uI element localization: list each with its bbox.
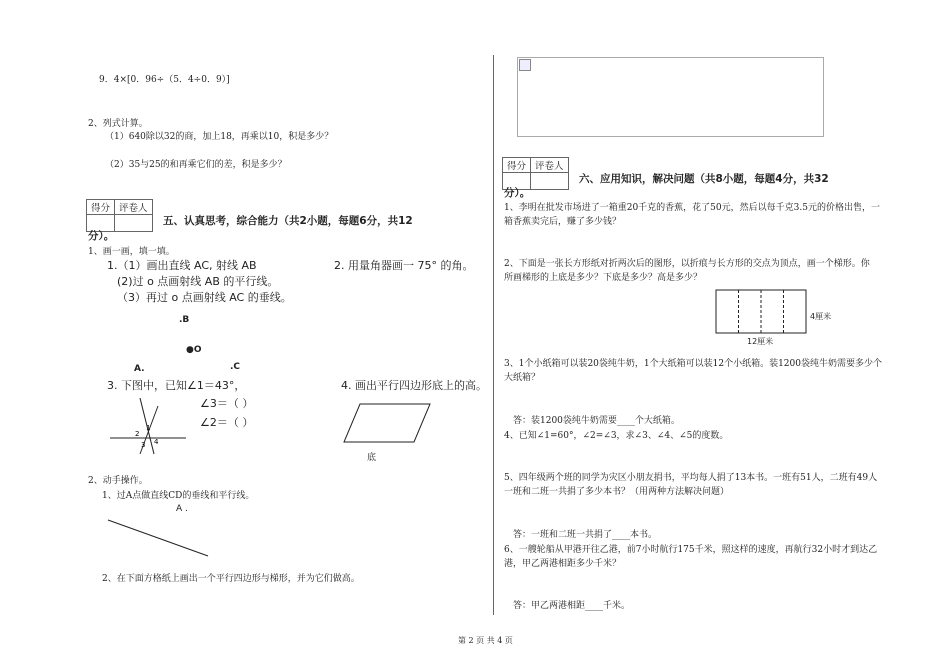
fig-height-label: 4厘米 (810, 312, 832, 321)
point-b: .B (179, 315, 190, 325)
p1-a: 1.（1）画出直线 AC, 射线 AB (107, 259, 257, 272)
s5-q2-1: 1、过A点做直线CD的垂线和平行线。 (102, 491, 255, 501)
s5-q2-2: 2、在下面方格纸上画出一个平行四边形与梯形，并为它们做高。 (102, 574, 360, 584)
score-label: 得分 (503, 158, 531, 173)
r-q6b: 港，甲乙两港相距多少千米？ (504, 559, 622, 569)
fig-num-4: 4 (154, 438, 159, 446)
point-c: .C (230, 362, 241, 372)
image-placeholder (517, 57, 824, 137)
fig-width-label: 12厘米 (747, 337, 774, 346)
p4: 4. 画出平行四边形底上的高。 (341, 379, 487, 392)
r-q3-answer: 答：装1200袋纯牛奶需要____个大纸箱。 (513, 416, 680, 426)
score-label: 得分 (87, 200, 115, 215)
r-q5b: 一班和二班一共捐了多少本书？（用两种方法解决问题） (504, 487, 730, 497)
r-q6-answer: 答：甲乙两港相距____千米。 (513, 601, 631, 611)
fig-num-3: 3 (141, 441, 146, 449)
point-a: A. (134, 364, 145, 374)
p1-c: （3）再过 o 点画射线 AC 的垂线。 (117, 291, 292, 304)
s5-q2: 2、动手操作。 (88, 476, 148, 486)
base-label: 底 (367, 453, 377, 463)
point-o: ●O (186, 345, 202, 355)
point-a2: A . (176, 504, 188, 514)
section-6-title-end: 分）。 (504, 187, 531, 199)
r-q3a: 3、1个小纸箱可以装20袋纯牛奶，1个大纸箱可以装12个小纸箱。装1200袋纯牛奶需要多少个 (504, 359, 882, 369)
grader-label: 评卷人 (531, 158, 569, 173)
score-table-right (502, 157, 569, 190)
grader-cell[interactable] (115, 215, 153, 232)
score-table-left (86, 199, 153, 232)
angle-3: ∠3＝（ ） (200, 397, 254, 410)
grader-label: 评卷人 (115, 200, 153, 215)
r-q6a: 6、一艘轮船从甲港开往乙港，前7小时航行175千米，照这样的速度，再航行32小时才到达乙 (504, 545, 878, 555)
page-footer: 第 2 页 共 4 页 (458, 636, 513, 645)
line-cd (106, 518, 226, 558)
section-5-title-end: 分）。 (88, 230, 115, 242)
fig-num-2: 2 (135, 430, 140, 438)
fig-num-1: 1 (146, 424, 151, 432)
r-q2a: 2、下面是一张长方形纸对折两次后的图形，以折痕与长方形的交点为顶点，画一个梯形。你 (504, 259, 870, 269)
broken-image-icon (519, 59, 531, 71)
parallelogram-figure (344, 402, 434, 447)
q2-part2: （2）35与25的和再乘它们的差，积是多少？ (105, 160, 287, 170)
r-q1a: 1、李明在批发市场进了一箱重20千克的香蕉，花了50元，然后以每千克3.5元的价格出售，一 (504, 203, 880, 213)
expression: 9．4×[0．96÷（5．4÷0．9）] (99, 75, 230, 85)
q2-part1: （1）640除以32的商，加上18，再乘以10，积是多少？ (105, 132, 334, 142)
column-divider (493, 55, 494, 615)
r-q4: 4、已知∠1=60°，∠2=∠3，求∠3、∠4、∠5的度数。 (504, 431, 729, 441)
q2-title: 2、列式计算。 (88, 119, 148, 129)
r-q3b: 大纸箱？ (504, 373, 541, 383)
score-cell[interactable] (87, 215, 115, 232)
angle-figure (110, 398, 190, 458)
section-5-title: 五、认真思考，综合能力（共2小题，每题6分，共12 (163, 215, 413, 227)
grader-cell[interactable] (531, 173, 569, 190)
r-q5-answer: 答：一班和二班一共捐了____本书。 (513, 530, 658, 540)
s5-q1: 1、画一画，填一填。 (88, 247, 175, 257)
section-6-title: 六、应用知识，解决问题（共8小题，每题4分，共32 (579, 173, 829, 185)
r-q1b: 箱香蕉卖完后，赚了多少钱？ (504, 217, 622, 227)
r-q2b: 所画梯形的上底是多少？下底是多少？高是多少？ (504, 273, 703, 283)
p2: 2. 用量角器画一 75° 的角。 (334, 259, 474, 272)
angle-2: ∠2＝（ ） (200, 416, 254, 429)
p1-b: (2)过 o 点画射线 AB 的平行线。 (117, 275, 279, 288)
r-q5a: 5、四年级两个班的同学为灾区小朋友捐书，平均每人捐了13本书。一班有51人，二班有49人 (504, 473, 878, 483)
p3: 3. 下图中，已知∠1＝43°， (107, 379, 246, 392)
